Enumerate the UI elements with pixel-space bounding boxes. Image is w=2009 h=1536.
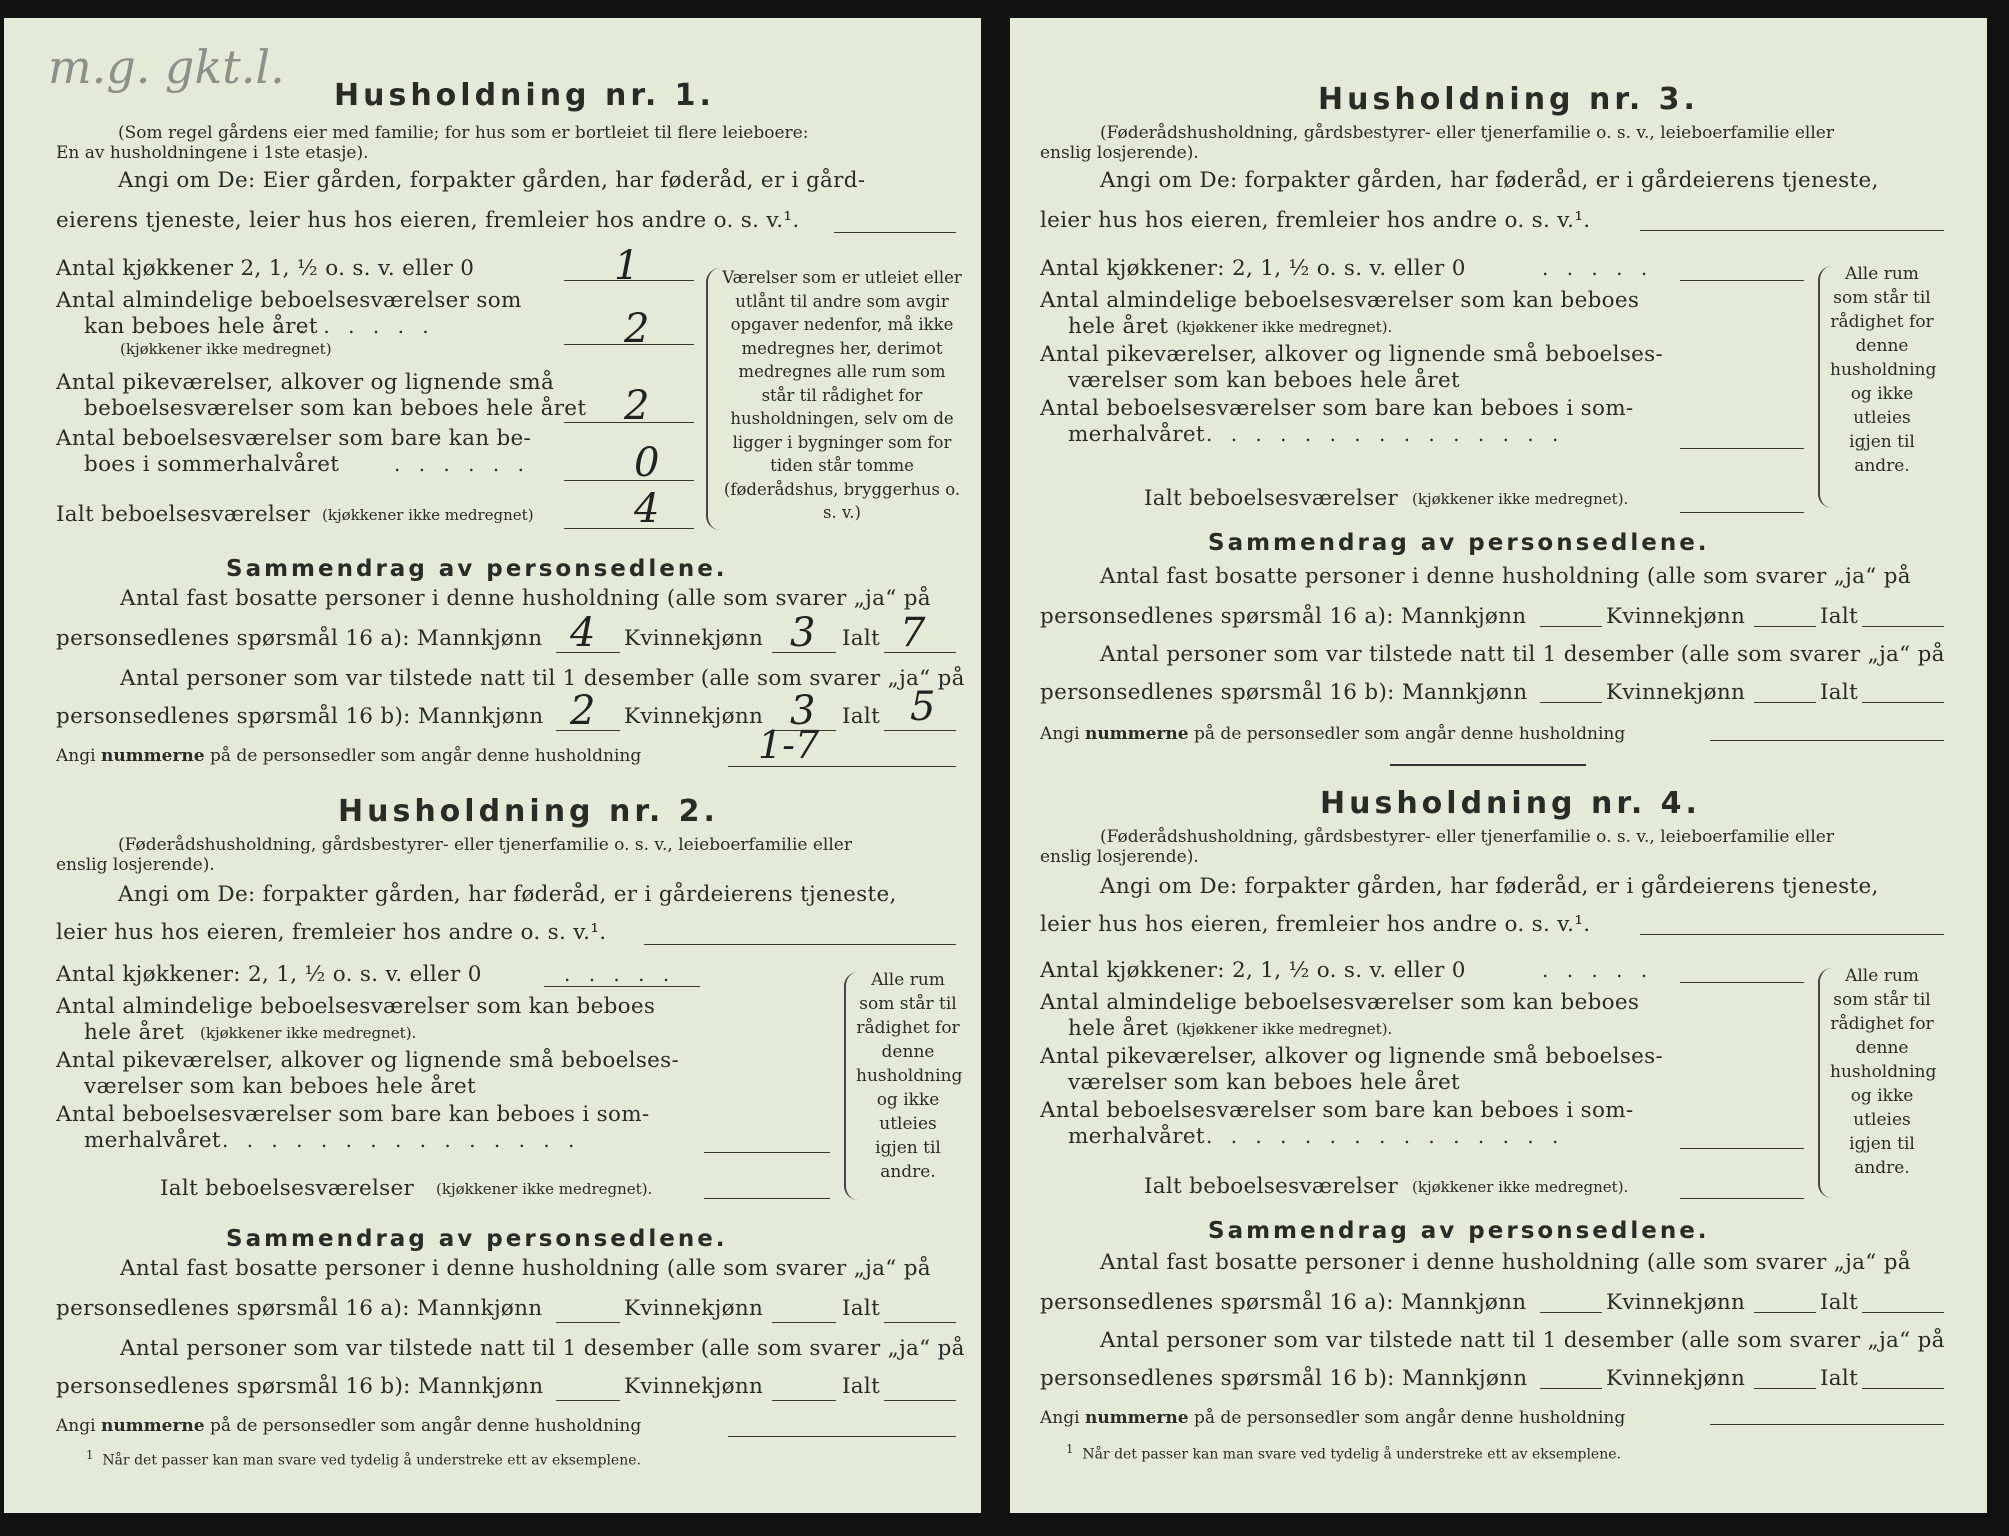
hh3-row-alm1: Antal almindelige beboelsesværelser som kan beboes — [1040, 288, 1640, 313]
hh1-row-alm1: Antal almindelige beboelsesværelser som — [56, 288, 522, 313]
hh2-row-sommer2: merhalvåret — [84, 1128, 221, 1153]
hh1-hw-fast-k: 3 — [790, 610, 816, 656]
hh2-tilst-ialt: Ialt — [842, 1374, 881, 1399]
hh1-tilst-line1: Antal personer som var tilstede natt til 1 desember (alle som svarer „ja“ på — [120, 666, 965, 691]
hh1-hw-tilst-i: 5 — [910, 684, 936, 730]
hh1-hw-fast-i: 7 — [900, 610, 926, 656]
hh3-title: Husholdning nr. 3. — [1318, 82, 1699, 117]
hh4-row-alm3: (kjøkkener ikke medregnet). — [1176, 1020, 1393, 1038]
hh1-hw-ialt: 4 — [634, 486, 660, 532]
hh4-row-pike1: Antal pikeværelser, alkover og lignende små beboelses- — [1040, 1044, 1664, 1069]
hh4-row-ialt: Ialt beboelsesværelser — [1144, 1174, 1399, 1199]
hh1-hw-alm: 2 — [624, 306, 650, 352]
hh1-row-sommer2: boes i sommerhalvåret — [84, 452, 340, 477]
hh1-fast-line2: personsedlenes spørsmål 16 a): Mannkjønn — [56, 626, 543, 651]
hh4-note-line1: (Føderådshusholdning, gårdsbestyrer- eller tjenerfamilie o. s. v., leieboerfamilie eller — [1100, 827, 1834, 847]
hh4-row-alm1: Antal almindelige beboelsesværelser som kan beboes — [1040, 990, 1640, 1015]
hh4-side-note: Alle rum som står til rådighet for denne husholdning og ikke utleies igjen til andre. — [1830, 966, 1937, 1178]
hh1-row-kjokken: Antal kjøkkener 2, 1, ½ o. s. v. eller 0 — [56, 256, 475, 281]
hh2-angi-nummer: Angi nummerne på de personsedler som angår denne husholdning — [56, 1416, 642, 1436]
hh4-fast-line2: personsedlenes spørsmål 16 a): Mannkjønn — [1040, 1290, 1527, 1315]
hh2-row-pike1: Antal pikeværelser, alkover og lignende små beboelses- — [56, 1048, 680, 1073]
hh1-row-alm2: kan beboes hele året — [84, 314, 318, 339]
hh2-tilst-kvinne: Kvinnekjønn — [624, 1374, 764, 1399]
hh4-angi-line1: Angi om De: forpakter gården, har føderåd, er i gårdeierens tjeneste, — [1100, 874, 1879, 899]
hh1-title: Husholdning nr. 1. — [334, 78, 715, 113]
hh1-row-sommer1: Antal beboelsesværelser som bare kan be- — [56, 426, 532, 451]
hh2-row-alm3: (kjøkkener ikke medregnet). — [200, 1024, 417, 1042]
hh1-hw-sommer: 0 — [634, 440, 660, 486]
hh1-fast-line1: Antal fast bosatte personer i denne husholdning (alle som svarer „ja“ på — [120, 586, 931, 611]
left-footnote: $^1$ Når det passer kan man svare ved tydelig å understreke ett av eksemplene. — [86, 1448, 641, 1469]
hh2-tilst-line1: Antal personer som var tilstede natt til 1 desember (alle som svarer „ja“ på — [120, 1336, 965, 1361]
hh3-tilst-line2: personsedlenes spørsmål 16 b): Mannkjønn — [1040, 680, 1528, 705]
hh1-row-alm3: (kjøkkener ikke medregnet) — [120, 340, 332, 358]
hh2-row-ialt: Ialt beboelsesværelser — [160, 1176, 415, 1201]
hh2-row-kjokken: Antal kjøkkener: 2, 1, ½ o. s. v. eller 0 — [56, 962, 482, 987]
hh2-note-line1: (Føderådshusholdning, gårdsbestyrer- eller tjenerfamilie o. s. v., leieboerfamilie eller — [118, 835, 852, 855]
hh1-fast-kvinne: Kvinnekjønn — [624, 626, 764, 651]
hh3-fast-kvinne: Kvinnekjønn — [1606, 604, 1746, 629]
hh4-row-ialt-note: (kjøkkener ikke medregnet). — [1412, 1178, 1629, 1196]
hh3-fast-line2: personsedlenes spørsmål 16 a): Mannkjønn — [1040, 604, 1527, 629]
hh4-tilst-line2: personsedlenes spørsmål 16 b): Mannkjønn — [1040, 1366, 1528, 1391]
hh1-angi-line2: eierens tjeneste, leier hus hos eieren, fremleier hos andre o. s. v.¹. — [56, 208, 800, 233]
hh3-angi-nummer: Angi nummerne på de personsedler som angår denne husholdning — [1040, 724, 1626, 744]
hh4-fast-kvinne: Kvinnekjønn — [1606, 1290, 1746, 1315]
hh4-tilst-line1: Antal personer som var tilstede natt til 1 desember (alle som svarer „ja“ på — [1100, 1328, 1945, 1353]
hh3-row-kjokken: Antal kjøkkener: 2, 1, ½ o. s. v. eller 0 — [1040, 256, 1466, 281]
hh1-note-line2: En av husholdningene i 1ste etasje). — [56, 143, 369, 163]
hh3-row-alm2: hele året — [1068, 314, 1169, 339]
hh3-side-note: Alle rum som står til rådighet for denne husholdning og ikke utleies igjen til andre. — [1830, 264, 1937, 476]
hh3-tilst-ialt: Ialt — [1820, 680, 1859, 705]
hh1-hw-pike: 2 — [624, 383, 650, 429]
hh1-angi-line1: Angi om De: Eier gården, forpakter gården, har føderåd, er i gård- — [118, 168, 866, 193]
hh4-angi-line2: leier hus hos eieren, fremleier hos andre o. s. v.¹. — [1040, 912, 1591, 937]
hh1-side-note: Værelser som er utleiet eller utlånt til andre som avgir opgaver nedenfor, må ikke medregnes her, derimot medregnes alle rum som står til rådighet for husholdningen, selv om de ligger i bygninger som for tiden står tomme (føderådshus, bryggerhus o. s. v.) — [722, 268, 962, 522]
hh3-note-line2: enslig losjerende). — [1040, 143, 1199, 163]
hh3-row-ialt-note: (kjøkkener ikke medregnet). — [1412, 490, 1629, 508]
hh1-row-pike1: Antal pikeværelser, alkover og lignende små — [56, 370, 555, 395]
hh4-row-alm2: hele året — [1068, 1016, 1169, 1041]
hh3-angi-line2: leier hus hos eieren, fremleier hos andre o. s. v.¹. — [1040, 208, 1591, 233]
hh3-sammendrag: Sammendrag av personsedlene. — [1208, 530, 1710, 556]
hh4-angi-nummer: Angi nummerne på de personsedler som angår denne husholdning — [1040, 1408, 1626, 1428]
hh1-tilst-line2: personsedlenes spørsmål 16 b): Mannkjønn — [56, 704, 544, 729]
hh2-title: Husholdning nr. 2. — [338, 794, 719, 829]
hh2-fast-line2: personsedlenes spørsmål 16 a): Mannkjønn — [56, 1296, 543, 1321]
right-page: Husholdning nr. 3. (Føderådshusholdning, gårdsbestyrer- eller tjenerfamilie o. s. v., leieboerfamilie eller enslig losjerende). Angi om De: forpakter gården, har føderåd, er i gårdeierens tjeneste, leier hus hos eieren, fremleier hos andre o. s. v.¹. Antal kjøkkener: 2, 1, ½ o. s. v. eller 0 . . . . . Antal almindelige beboelsesværelser som kan beboes hele året (kjøkkener ikke medregnet). Antal pikeværelser, alkover og lignende små beboelses- værelser som kan beboes hele året Antal beboelsesværelser som bare kan beboes i som- merhalvåret . . . . . . . . . . . . . . . Ialt beboelsesværelser (kjøkkener ikke medregnet). Alle rum som står til rådighet for denne husholdning og ikke utleies igjen til andre. Sammendrag av personsedlene. Antal fast bosatte personer i denne husholdning (alle som svarer „ja“ på personsedlenes spørsmål 16 a): Mannkjønn Kvinnekjønn Ialt Antal personer som var tilstede natt til 1 desember (alle som svarer „ja“ på personsedlenes spørsmål 16 b): Mannkjønn Kvinnekjønn Ialt Angi nummerne på de personsedler som angår denne husholdning Husholdning nr. 4. (Føderådshusholdning, gårdsbestyrer- eller tjenerfamilie o. s. v., leieboerfamilie eller enslig losjerende). Angi om De: forpakter gården, har føderåd, er i gårdeierens tjeneste, leier hus hos eieren, fremleier hos andre o. s. v.¹. Antal kjøkkener: 2, 1, ½ o. s. v. eller 0 . . . . . Antal almindelige beboelsesværelser som kan beboes hele året (kjøkkener ikke medregnet). Antal pikeværelser, alkover og lignende små beboelses- værelser som kan beboes hele året Antal beboelsesværelser som bare kan beboes i som- merhalvåret . . . . . . . . . . . . . . . Ialt beboelsesværelser (kjøkkener ikke medregnet). Alle rum som står til rådighet for denne husholdning og ikke utleies igjen til andre. Sammendrag av personsedlene. Antal fast bosatte personer i denne husholdning (alle som svarer „ja“ på personsedlenes spørsmål 16 a): Mannkjønn Kvinnekjønn Ialt Antal personer som var tilstede natt til 1 desember (alle som svarer „ja“ på personsedlenes spørsmål 16 b): Mannkjønn Kvinnekjønn Ialt Angi nummerne på de personsedler som angår denne husholdning $^1$ Når det passer kan man svare ved tydelig å understreke ett av eksemplene. — [1010, 18, 1987, 1513]
hh1-fast-ialt: Ialt — [842, 626, 881, 651]
hh2-fast-ialt: Ialt — [842, 1296, 881, 1321]
hh1-tilst-kvinne: Kvinnekjønn — [624, 704, 764, 729]
hh4-fast-line1: Antal fast bosatte personer i denne husholdning (alle som svarer „ja“ på — [1100, 1250, 1911, 1275]
hh3-fast-line1: Antal fast bosatte personer i denne husholdning (alle som svarer „ja“ på — [1100, 564, 1911, 589]
hh2-row-pike2: værelser som kan beboes hele året — [84, 1074, 476, 1099]
hh1-sammendrag: Sammendrag av personsedlene. — [226, 556, 728, 582]
hh1-hw-kjokken: 1 — [614, 243, 640, 289]
hh1-row-ialt-note: (kjøkkener ikke medregnet) — [322, 506, 534, 524]
left-page: m.g. gkt.l. Husholdning nr. 1. (Som regel gårdens eier med familie; for hus som er bortleiet til flere leieboere: En av husholdningene i 1ste etasje). Angi om De: Eier gården, forpakter gården, har føderåd, er i gård- eierens tjeneste, leier hus hos eieren, fremleier hos andre o. s. v.¹. Antal kjøkkener 2, 1, ½ o. s. v. eller 0 1 Antal almindelige beboelsesværelser som kan beboes hele året . . . . . . . (kjøkkener ikke medregnet) 2 Antal pikeværelser, alkover og lignende små beboelsesværelser som kan beboes hele året 2 Antal beboelsesværelser som bare kan be- boes i sommerhalvåret . . . . . . 0 Ialt beboelsesværelser (kjøkkener ikke medregnet) 4 Værelser som er utleiet eller utlånt til andre som avgir opgaver nedenfor, må ikke medregnes her, derimot medregnes alle rum som står til rådighet for husholdningen, selv om de ligger i bygninger som for tiden står tomme (føderådshus, bryggerhus o. s. v.) Sammendrag av personsedlene. Antal fast bosatte personer i denne husholdning (alle som svarer „ja“ på personsedlenes spørsmål 16 a): Mannkjønn 4 Kvinnekjønn 3 Ialt 7 Antal personer som var tilstede natt til 1 desember (alle som svarer „ja“ på personsedlenes spørsmål 16 b): Mannkjønn 2 Kvinnekjønn 3 Ialt 5 Angi nummerne på de personsedler som angår denne husholdning 1-7 Husholdning nr. 2. (Føderådshusholdning, gårdsbestyrer- eller tjenerfamilie o. s. v., leieboerfamilie eller enslig losjerende). Angi om De: forpakter gården, har føderåd, er i gårdeierens tjeneste, leier hus hos eieren, fremleier hos andre o. s. v.¹. Antal kjøkkener: 2, 1, ½ o. s. v. eller 0 . . . . . Antal almindelige beboelsesværelser som kan beboes hele året (kjøkkener ikke medregnet). Antal pikeværelser, alkover og lignende små beboelses- værelser som kan beboes hele året Antal beboelsesværelser som bare kan beboes i som- merhalvåret . . . . . . . . . . . . . . . Ialt beboelsesværelser (kjøkkener ikke medregnet). Alle rum som står til rådighet for denne husholdning og ikke utleies igjen til andre. Sammendrag av personsedlene. Antal fast bosatte personer i denne husholdning (alle som svarer „ja“ på personsedlenes spørsmål 16 a): Mannkjønn Kvinnekjønn Ialt Antal personer som var tilstede natt til 1 desember (alle som svarer „ja“ på personsedlenes spørsmål 16 b): Mannkjønn Kvinnekjønn Ialt Angi nummerne på de personsedler som angår denne husholdning $^1$ Når det passer kan man svare ved tydelig å understreke ett av eksemplene. — [4, 18, 981, 1513]
hh1-angi-nummer: Angi nummerne på de personsedler som angår denne husholdning — [56, 746, 642, 766]
hh3-tilst-line1: Antal personer som var tilstede natt til 1 desember (alle som svarer „ja“ på — [1100, 642, 1945, 667]
hh2-sammendrag: Sammendrag av personsedlene. — [226, 1226, 728, 1252]
hh4-row-kjokken: Antal kjøkkener: 2, 1, ½ o. s. v. eller 0 — [1040, 958, 1466, 983]
hh4-tilst-ialt: Ialt — [1820, 1366, 1859, 1391]
hh4-tilst-kvinne: Kvinnekjønn — [1606, 1366, 1746, 1391]
hh1-hw-nummer: 1-7 — [758, 723, 820, 767]
hh4-row-sommer1: Antal beboelsesværelser som bare kan beboes i som- — [1040, 1098, 1634, 1123]
hh1-hw-tilst-m: 2 — [570, 688, 596, 734]
hh2-tilst-line2: personsedlenes spørsmål 16 b): Mannkjønn — [56, 1374, 544, 1399]
hh3-row-ialt: Ialt beboelsesværelser — [1144, 486, 1399, 511]
hh2-row-sommer1: Antal beboelsesværelser som bare kan beboes i som- — [56, 1102, 650, 1127]
hh1-hw-tilst-k: 3 — [790, 688, 816, 734]
hh3-row-sommer1: Antal beboelsesværelser som bare kan beboes i som- — [1040, 396, 1634, 421]
hh4-row-pike2: værelser som kan beboes hele året — [1068, 1070, 1460, 1095]
hh3-row-sommer2: merhalvåret — [1068, 422, 1205, 447]
hh3-row-alm3: (kjøkkener ikke medregnet). — [1176, 318, 1393, 336]
pencil-note: m.g. gkt.l. — [48, 40, 285, 94]
hh3-row-pike2: værelser som kan beboes hele året — [1068, 368, 1460, 393]
hh2-fast-line1: Antal fast bosatte personer i denne husholdning (alle som svarer „ja“ på — [120, 1256, 931, 1281]
hh1-note-line1: (Som regel gårdens eier med familie; for hus som er bortleiet til flere leieboere: — [118, 123, 809, 143]
hh4-row-sommer2: merhalvåret — [1068, 1124, 1205, 1149]
hh2-row-ialt-note: (kjøkkener ikke medregnet). — [436, 1180, 653, 1198]
hh1-row-ialt: Ialt beboelsesværelser — [56, 502, 311, 527]
right-footnote: $^1$ Når det passer kan man svare ved tydelig å understreke ett av eksemplene. — [1066, 1442, 1621, 1463]
hh3-fast-ialt: Ialt — [1820, 604, 1859, 629]
hh2-row-alm1: Antal almindelige beboelsesværelser som kan beboes — [56, 994, 656, 1019]
hh2-angi-line1: Angi om De: forpakter gården, har føderåd, er i gårdeierens tjeneste, — [118, 882, 897, 907]
hh2-angi-line2: leier hus hos eieren, fremleier hos andre o. s. v.¹. — [56, 920, 607, 945]
hh2-side-note: Alle rum som står til rådighet for denne husholdning og ikke utleies igjen til andre. — [856, 970, 963, 1182]
hh2-row-alm2: hele året — [84, 1020, 185, 1045]
hh1-row-pike2: beboelsesværelser som kan beboes hele året — [84, 396, 587, 421]
section-divider — [1390, 764, 1586, 766]
hh3-note-line1: (Føderådshusholdning, gårdsbestyrer- eller tjenerfamilie o. s. v., leieboerfamilie eller — [1100, 123, 1834, 143]
hh3-angi-line1: Angi om De: forpakter gården, har føderåd, er i gårdeierens tjeneste, — [1100, 168, 1879, 193]
hh1-hw-fast-m: 4 — [570, 610, 596, 656]
hh4-note-line2: enslig losjerende). — [1040, 847, 1199, 867]
hh1-tilst-ialt: Ialt — [842, 704, 881, 729]
hh2-fast-kvinne: Kvinnekjønn — [624, 1296, 764, 1321]
hh3-tilst-kvinne: Kvinnekjønn — [1606, 680, 1746, 705]
hh3-row-pike1: Antal pikeværelser, alkover og lignende små beboelses- — [1040, 342, 1664, 367]
hh4-fast-ialt: Ialt — [1820, 1290, 1859, 1315]
hh2-note-line2: enslig losjerende). — [56, 855, 215, 875]
hh4-title: Husholdning nr. 4. — [1320, 786, 1701, 821]
hh4-sammendrag: Sammendrag av personsedlene. — [1208, 1218, 1710, 1244]
